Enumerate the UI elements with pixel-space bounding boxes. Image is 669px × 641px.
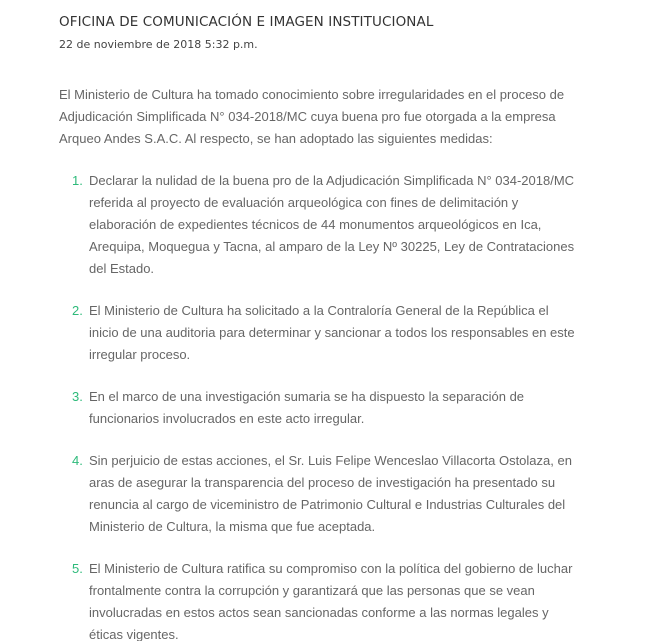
measure-item xyxy=(59,450,579,538)
measure-number: 5. xyxy=(72,561,83,576)
measure-item xyxy=(59,386,579,430)
publish-date: 22 de noviembre de 2018 5:32 p.m. xyxy=(59,38,258,51)
measure-number: 3. xyxy=(72,389,83,404)
measure-item xyxy=(59,170,579,280)
measure-text: Sin perjuicio de estas acciones, el Sr. Luis Felipe Wenceslao Villacorta Ostolaza, en aras de asegurar la transparencia del proceso de investigación ha presentado su renuncia al cargo de viceministro de Patrimonio Cultural e Industrias Culturales del Ministerio de Cultura, la misma que fue aceptada. xyxy=(89,453,572,534)
measure-text: En el marco de una investigación sumaria se ha dispuesto la separación de funcionarios involucrados en este acto irregular. xyxy=(89,389,525,426)
measure-number: 2. xyxy=(72,303,83,318)
measure-text: El Ministerio de Cultura ha solicitado a la Contraloría General de la República el inicio de una auditoria para determinar y sancionar a todos los responsables en este irregular proceso. xyxy=(89,303,575,362)
measure-text: Declarar la nulidad de la buena pro de la Adjudicación Simplificada N° 034-2018/MC referida al proyecto de evaluación arqueológica con fines de delimitación y elaboración de expedientes técnicos de 44 monumentos arqueológicos en Ica, Arequipa, Moquegua y Tacna, al amparo de la Ley Nº 30225, Ley de Contrataciones del Estado. xyxy=(89,173,575,276)
measure-number: 4. xyxy=(72,453,83,468)
office-title: OFICINA DE COMUNICACIÓN E IMAGEN INSTITUCIONAL xyxy=(59,14,434,30)
measure-text: El Ministerio de Cultura ratifica su compromiso con la política del gobierno de luchar frontalmente contra la corrupción y garantizará que las personas que se vean involucradas en estos actos sean sancionadas conforme a las normas legales y éticas vigentes. xyxy=(89,561,573,641)
measure-item xyxy=(59,558,579,641)
measure-number: 1. xyxy=(72,173,83,188)
measures-list xyxy=(59,170,579,641)
intro-paragraph: El Ministerio de Cultura ha tomado conocimiento sobre irregularidades en el proceso de Adjudicación Simplificada N° 034-2018/MC cuya buena pro fue otorgada a la empresa Arqueo Andes S.A.C. Al respecto, se han adoptado las siguientes medidas: xyxy=(59,87,565,146)
measure-item xyxy=(59,300,579,366)
